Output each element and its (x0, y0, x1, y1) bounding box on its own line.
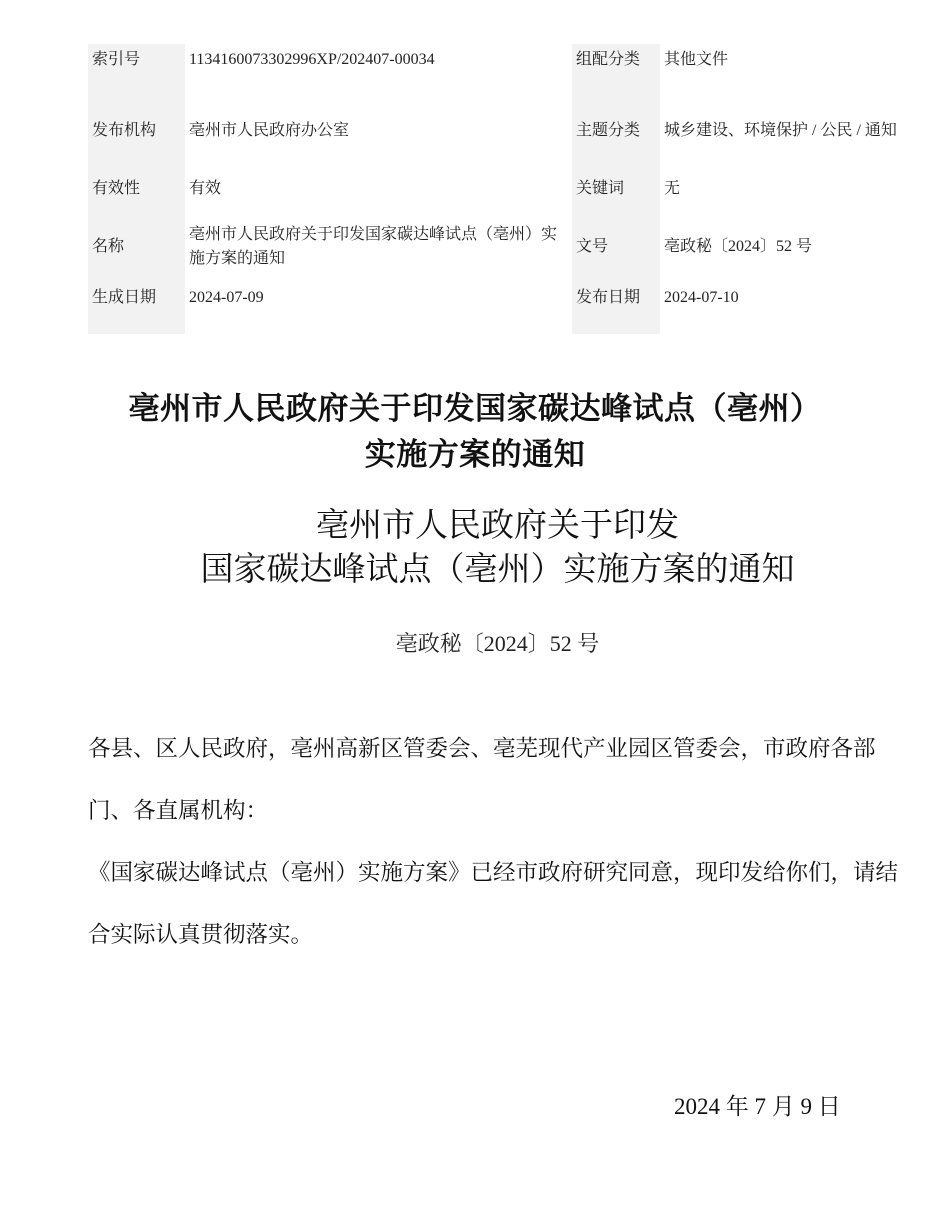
index-value: 1134160073302996XP/202407-00034 (189, 51, 435, 68)
name-value: 亳州市人民政府关于印发国家碳达峰试点（亳州）实施方案的通知 (189, 226, 558, 267)
publisher-label: 发布机构 (88, 102, 185, 160)
published-date-label: 发布日期 (572, 276, 660, 334)
keywords-value: 无 (664, 180, 681, 197)
doc-number-value: 亳政秘〔2024〕52 号 (664, 238, 813, 255)
name-label: 名称 (88, 218, 185, 276)
created-date-label: 生成日期 (88, 276, 185, 334)
keywords-label: 关键词 (572, 160, 660, 218)
doc-number-label: 文号 (572, 218, 660, 276)
document-body (88, 718, 910, 966)
validity-value: 有效 (189, 180, 222, 197)
addressee-paragraph: 各县、区人民政府，亳州高新区管委会、亳芜现代产业园区管委会，市政府各部门、各直属机构： (88, 736, 876, 824)
page-title (0, 386, 950, 478)
metadata-row (88, 218, 910, 276)
created-date-value: 2024-07-09 (189, 289, 264, 306)
document-heading-line: 国家碳达峰试点（亳州）实施方案的通知 (200, 549, 795, 588)
document-heading (0, 503, 950, 591)
document-number: 亳政秘〔2024〕52 号 (395, 631, 600, 656)
index-label: 索引号 (88, 44, 185, 102)
published-date-value: 2024-07-10 (664, 289, 739, 306)
topic-value: 城乡建设、环境保护 / 公民 / 通知 (664, 122, 897, 139)
metadata-row (88, 276, 910, 334)
metadata-table (88, 44, 910, 334)
validity-label: 有效性 (88, 160, 185, 218)
document-heading-line: 亳州市人民政府关于印发 (316, 505, 679, 544)
page-title-line: 实施方案的通知 (364, 437, 586, 473)
signature-date: 2024 年 7 月 9 日 (674, 1094, 841, 1119)
category-label: 组配分类 (572, 44, 660, 102)
body-paragraph: 《国家碳达峰试点（亳州）实施方案》已经市政府研究同意，现印发给你们，请结合实际认真贯彻落实。 (88, 860, 899, 948)
metadata-row (88, 160, 910, 218)
publisher-value: 亳州市人民政府办公室 (189, 122, 350, 139)
category-value: 其他文件 (664, 51, 729, 68)
metadata-row (88, 44, 910, 102)
metadata-row (88, 102, 910, 160)
topic-label: 主题分类 (572, 102, 660, 160)
page-title-line: 亳州市人民政府关于印发国家碳达峰试点（亳州） (128, 391, 822, 427)
